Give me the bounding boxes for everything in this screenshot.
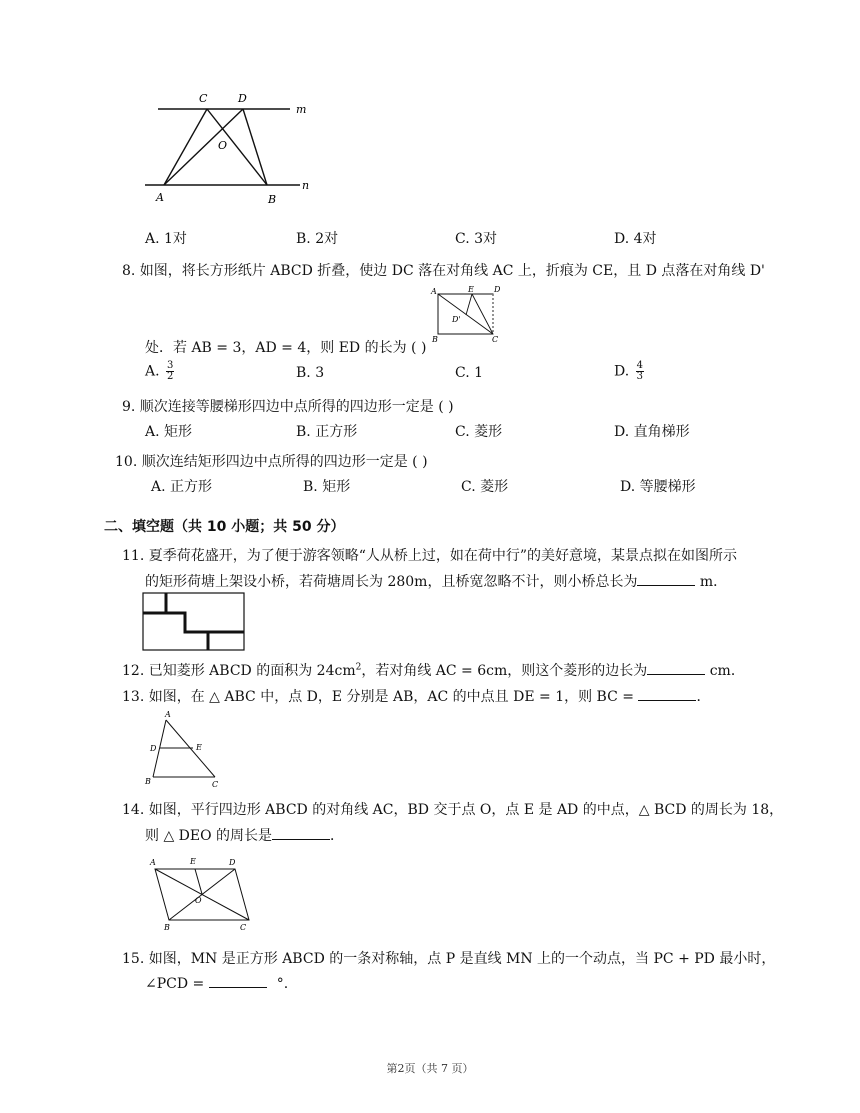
q11-answer-blank[interactable] <box>637 571 695 586</box>
q8-option-d-prefix: D. <box>614 363 630 380</box>
q8-option-d[interactable] <box>614 361 644 382</box>
q14-text-line1: 14. 如图，平行四边形 ABCD 的对角线 AC，BD 交于点 O，点 E 是 AD 的中点，△ BCD 的周长为 18， <box>122 802 784 818</box>
q12-text-sup: 2 <box>355 662 362 673</box>
q9-text: 9. 顺次连接等腰梯形四边中点所得的四边形一定是 ( ) <box>122 399 454 415</box>
q8-label-e: E <box>468 285 474 294</box>
q11-text-line2 <box>145 571 727 591</box>
q8-figure <box>430 284 505 346</box>
q7-label-o: O <box>218 139 228 152</box>
q7-option-c[interactable]: C. 3对 <box>455 231 498 247</box>
q8-text-line1: 8. 如图，将长方形纸片 ABCD 折叠，使边 DC 落在对角线 AC 上，折痕为 CE，且 D 点落在对角线 D' <box>122 263 765 279</box>
q7-option-a[interactable]: A. 1对 <box>145 231 187 247</box>
q14-text-line2 <box>145 825 344 845</box>
q8-option-a-num: 3 <box>167 360 174 371</box>
q13-label-a: A <box>165 710 171 719</box>
q14-answer-blank[interactable] <box>272 825 330 840</box>
q14-label-c: C <box>240 923 247 932</box>
q14-label-d: D <box>229 858 236 867</box>
q14-label-a: A <box>150 858 156 867</box>
q11-text-line2-pre: 的矩形荷塘上架设小桥，若荷塘周长为 280m，且桥宽忽略不计，则小桥总长为 <box>145 574 638 590</box>
q8-option-b[interactable]: B. 3 <box>296 365 325 381</box>
q15-text-line2 <box>145 973 288 992</box>
q14-label-o: O <box>195 896 202 905</box>
section-heading-fill-blank: 二、填空题（共 10 小题；共 50 分） <box>104 519 345 535</box>
q14-label-b: B <box>164 923 170 932</box>
q13-text <box>122 686 710 706</box>
q9-option-d[interactable]: D. 直角梯形 <box>614 424 690 440</box>
q13-label-c: C <box>212 780 219 789</box>
q10-option-c[interactable]: C. 菱形 <box>461 479 509 495</box>
q8-option-c[interactable]: C. 1 <box>455 365 484 381</box>
q12-text-pre: 12. 已知菱形 ABCD 的面积为 24cm <box>122 663 356 679</box>
page-footer: 第2页（共 7 页） <box>386 1062 474 1075</box>
q8-option-d-den: 3 <box>636 371 644 382</box>
q8-option-a-den: 2 <box>167 371 174 382</box>
q10-option-d[interactable]: D. 等腰梯形 <box>620 479 696 495</box>
q7-label-c: C <box>199 92 208 105</box>
q13-label-d: D <box>150 744 157 753</box>
q7-label-b: B <box>268 193 277 206</box>
q13-label-e: E <box>196 743 202 752</box>
q11-text-line1: 11. 夏季荷花盛开，为了便于游客领略“人从桥上过，如在荷中行”的美好意境，某景点拟在如图所示 <box>122 548 738 564</box>
q14-figure <box>145 852 255 932</box>
q13-answer-blank[interactable] <box>638 686 696 701</box>
q8-label-a: A <box>431 287 437 296</box>
q8-label-c: C <box>492 335 499 344</box>
q9-option-c[interactable]: C. 菱形 <box>455 424 503 440</box>
q8-option-d-fraction <box>636 361 644 382</box>
q12-answer-blank[interactable] <box>647 660 705 675</box>
q15-answer-blank[interactable] <box>209 973 267 988</box>
q8-label-dprime: D' <box>452 315 461 324</box>
q13-label-b: B <box>145 777 151 786</box>
q12-text <box>122 660 745 680</box>
q8-option-d-num: 4 <box>636 360 644 371</box>
q7-label-a: A <box>156 191 164 204</box>
q11-text-line2-post: m． <box>695 574 728 590</box>
q8-label-b: B <box>432 335 438 344</box>
q7-label-d: D <box>238 92 247 105</box>
q13-figure <box>140 706 225 792</box>
q7-figure <box>140 88 320 210</box>
q14-text-line2-post: ． <box>330 828 345 844</box>
q7-option-b[interactable]: B. 2对 <box>296 231 339 247</box>
q11-figure <box>142 592 246 652</box>
q7-option-d[interactable]: D. 4对 <box>614 231 657 247</box>
q15-text-line1: 15. 如图，MN 是正方形 ABCD 的一条对称轴，点 P 是直线 MN 上的一个动点，当 PC + PD 最小时， <box>122 951 776 967</box>
q13-text-post: ． <box>696 689 711 705</box>
q8-option-a-prefix: A. <box>145 363 160 380</box>
q9-option-b[interactable]: B. 正方形 <box>296 424 358 440</box>
q10-text: 10. 顺次连结矩形四边中点所得的四边形一定是 ( ) <box>115 454 428 470</box>
q12-text-post: cm． <box>705 663 745 679</box>
q10-option-b[interactable]: B. 矩形 <box>303 479 351 495</box>
q15-text-line2-post: °. <box>276 976 289 992</box>
q14-label-e: E <box>190 857 196 866</box>
q8-text-line2: 处．若 AB = 3，AD = 4，则 ED 的长为 ( ) <box>145 340 427 356</box>
q14-text-line2-pre: 则 △ DEO 的周长是 <box>145 828 273 844</box>
q9-option-a[interactable]: A. 矩形 <box>145 424 193 440</box>
q8-option-a-fraction <box>166 361 174 382</box>
q10-option-a[interactable]: A. 正方形 <box>151 479 213 495</box>
q15-text-line2-pre: ∠PCD = <box>145 976 209 992</box>
q8-label-d: D <box>494 285 501 294</box>
q7-label-m: m <box>296 103 307 116</box>
q12-text-mid: ，若对角线 AC = 6cm，则这个菱形的边长为 <box>361 663 648 679</box>
q7-label-n: n <box>302 179 310 192</box>
q8-option-a[interactable] <box>145 361 174 382</box>
q13-text-pre: 13. 如图，在 △ ABC 中，点 D，E 分别是 AB，AC 的中点且 DE = 1，则 BC = <box>122 689 639 705</box>
